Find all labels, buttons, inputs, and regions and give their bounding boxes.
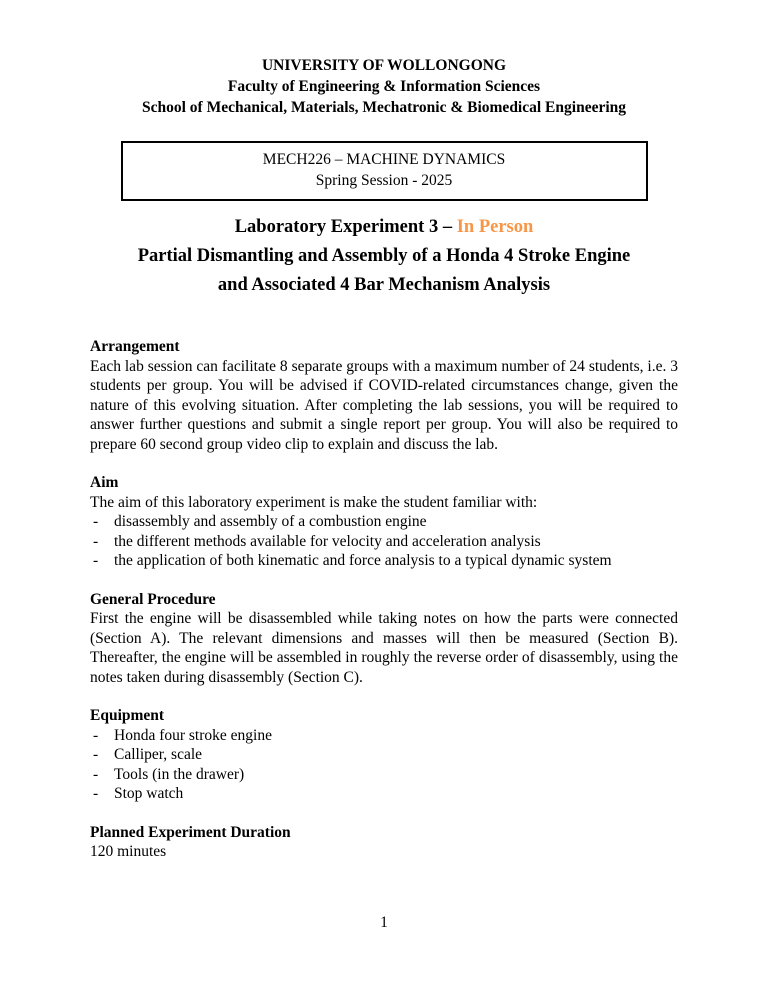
- paragraph-arrangement: Each lab session can facilitate 8 separate groups with a maximum number of 24 students, i.e. 3 students per group. You will be advised if COVID-related circumstances change, given the nature of this evolving situation. After completing the lab sessions, you will be required to answer further questions and submit a single report per group. You will also be required to prepare 60 second group video clip to explain and discuss the lab.: [90, 357, 678, 453]
- university-name: UNIVERSITY OF WOLLONGONG: [261, 57, 507, 74]
- aim-intro: The aim of this laboratory experiment is make the student familiar with:: [90, 493, 538, 511]
- duration-value: 120 minutes: [90, 843, 167, 860]
- section-heading-general-procedure: General Procedure: [90, 590, 216, 608]
- list-item-text: disassembly and assembly of a combustion engine: [114, 513, 427, 530]
- section-heading-arrangement: Arrangement: [90, 338, 180, 355]
- lab-title-line1: [90, 216, 678, 238]
- lab-title-line2: Partial Dismantling and Assembly of a Honda 4 Stroke Engine: [137, 246, 631, 266]
- list-item-text: Honda four stroke engine: [114, 726, 272, 744]
- list-item-text: Calliper, scale: [114, 746, 203, 763]
- list-item: [90, 784, 678, 804]
- dash-marker: -: [93, 765, 99, 783]
- lab-title-prefix: Laboratory Experiment 3 –: [234, 217, 457, 237]
- list-item: [90, 512, 678, 532]
- list-item-text: the different methods available for velocity and acceleration analysis: [114, 532, 541, 550]
- section-heading-aim: Aim: [90, 474, 119, 491]
- faculty-name: Faculty of Engineering & Information Sciences: [227, 78, 541, 95]
- dash-marker: -: [93, 513, 99, 530]
- dash-marker: -: [93, 726, 99, 744]
- dash-marker: -: [93, 785, 99, 802]
- list-item: [90, 765, 678, 785]
- list-item: [90, 532, 678, 552]
- section-equipment: [90, 706, 678, 804]
- section-arrangement: [90, 337, 678, 454]
- section-aim: [90, 473, 678, 571]
- list-item-text: Stop watch: [114, 785, 184, 802]
- course-box: [121, 141, 648, 201]
- list-item: [90, 551, 678, 571]
- lab-title-inperson: In Person: [456, 217, 534, 237]
- section-heading-duration: Planned Experiment Duration: [90, 823, 291, 841]
- course-title: MECH226 – MACHINE DYNAMICS: [262, 151, 506, 168]
- list-item: [90, 726, 678, 746]
- section-general-procedure: [90, 590, 678, 688]
- section-heading-equipment: Equipment: [90, 707, 165, 724]
- aim-list: [90, 512, 678, 571]
- page-number: 1: [380, 914, 388, 931]
- school-name: School of Mechanical, Materials, Mechatronic & Biomedical Engineering: [141, 99, 627, 116]
- lab-title-line3: and Associated 4 Bar Mechanism Analysis: [217, 275, 551, 295]
- document-header: [90, 55, 678, 118]
- dash-marker: -: [93, 552, 99, 569]
- course-session: Spring Session - 2025: [315, 172, 453, 189]
- list-item-text: Tools (in the drawer): [114, 765, 245, 783]
- dash-marker: -: [93, 746, 99, 763]
- equipment-list: [90, 726, 678, 804]
- section-duration: [90, 823, 678, 862]
- list-item-text: the application of both kinematic and force analysis to a typical dynamic system: [114, 552, 612, 569]
- dash-marker: -: [93, 532, 99, 550]
- paragraph-general-procedure: First the engine will be disassembled while taking notes on how the parts were connected (Section A). The relevant dimensions and masses will then be measured (Section B). Thereafter, the engine will be assembled in roughly the reverse order of disassembly, using the notes taken during disassembly (Section C).: [90, 610, 678, 686]
- list-item: [90, 745, 678, 765]
- document-body: [90, 337, 678, 862]
